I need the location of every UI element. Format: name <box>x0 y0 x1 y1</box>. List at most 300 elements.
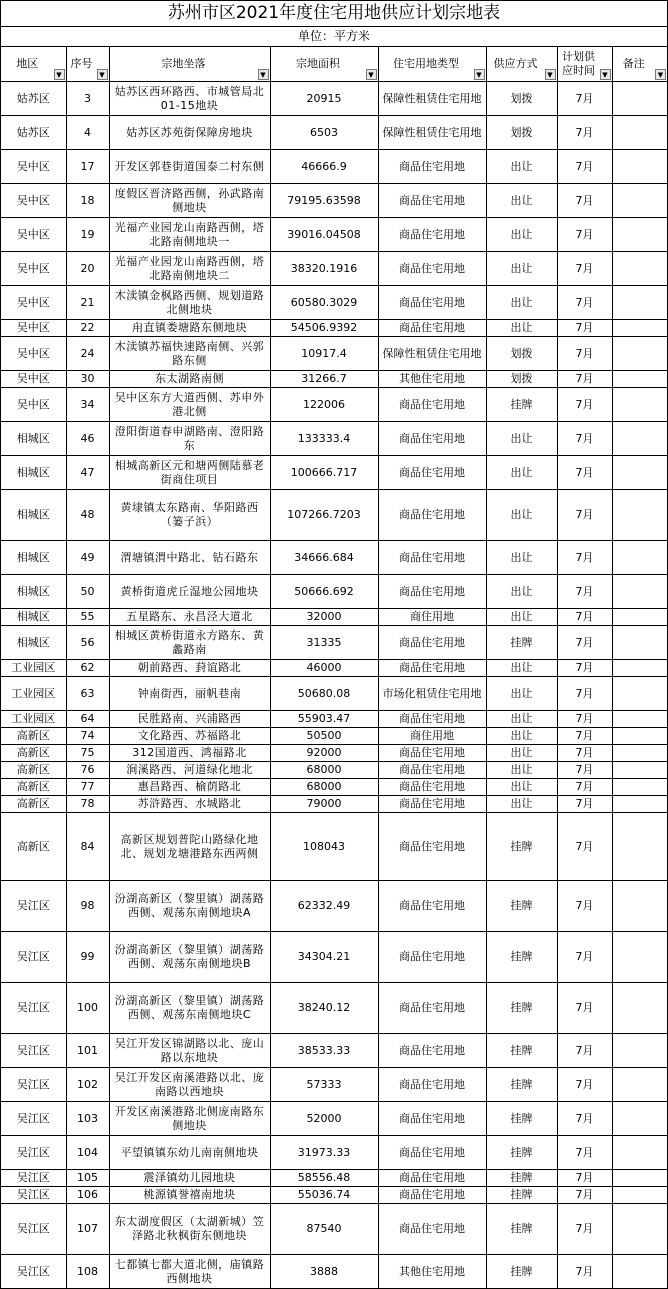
cell-no: 102 <box>66 1068 109 1102</box>
cell-location: 汾湖高新区（黎里镇）湖荡路西侧、观荡东南侧地块B <box>109 932 270 983</box>
cell-time: 7月 <box>557 422 612 456</box>
table-row <box>1 541 667 575</box>
cell-method: 挂牌 <box>486 813 557 881</box>
cell-time: 7月 <box>557 218 612 252</box>
cell-location: 吴江开发区锦湖路以北、庞山路以东地块 <box>109 1034 270 1068</box>
cell-method: 出让 <box>486 184 557 218</box>
cell-note <box>612 371 667 388</box>
table-row <box>1 983 667 1034</box>
cell-no: 20 <box>66 252 109 286</box>
cell-no: 47 <box>66 456 109 490</box>
cell-time: 7月 <box>557 1170 612 1187</box>
cell-area: 57333 <box>270 1068 378 1102</box>
cell-type: 商品住宅用地 <box>378 762 486 779</box>
cell-method: 出让 <box>486 609 557 626</box>
cell-area: 87540 <box>270 1204 378 1255</box>
cell-region: 吴中区 <box>1 337 66 371</box>
cell-area: 39016.04508 <box>270 218 378 252</box>
cell-type: 商品住宅用地 <box>378 218 486 252</box>
cell-no: 24 <box>66 337 109 371</box>
cell-note <box>612 337 667 371</box>
table-row <box>1 1102 667 1136</box>
sheet-title: 苏州市区2021年度住宅用地供应计划宗地表 <box>1 0 667 27</box>
cell-no: 108 <box>66 1255 109 1289</box>
cell-region: 高新区 <box>1 745 66 762</box>
cell-no: 78 <box>66 796 109 813</box>
cell-area: 55903.47 <box>270 711 378 728</box>
cell-time: 7月 <box>557 745 612 762</box>
cell-area: 107266.7203 <box>270 490 378 541</box>
cell-location: 渭塘镇渭中路北、钻石路东 <box>109 541 270 575</box>
cell-region: 高新区 <box>1 779 66 796</box>
cell-area: 34666.684 <box>270 541 378 575</box>
cell-time: 7月 <box>557 371 612 388</box>
table-row <box>1 881 667 932</box>
cell-no: 76 <box>66 762 109 779</box>
cell-note <box>612 1034 667 1068</box>
cell-type: 商品住宅用地 <box>378 1034 486 1068</box>
table-row <box>1 813 667 881</box>
cell-area: 32000 <box>270 609 378 626</box>
cell-region: 吴中区 <box>1 184 66 218</box>
table-row <box>1 286 667 320</box>
cell-type: 商品住宅用地 <box>378 881 486 932</box>
cell-region: 高新区 <box>1 728 66 745</box>
cell-no: 19 <box>66 218 109 252</box>
cell-area: 34304.21 <box>270 932 378 983</box>
cell-type: 商品住宅用地 <box>378 983 486 1034</box>
column-header-label: 计划供 应时间 <box>562 50 595 77</box>
cell-time: 7月 <box>557 575 612 609</box>
cell-no: 18 <box>66 184 109 218</box>
cell-type: 商住用地 <box>378 609 486 626</box>
cell-method: 出让 <box>486 796 557 813</box>
cell-location: 木渎镇苏福快速路南侧、兴郭路东侧 <box>109 337 270 371</box>
cell-type: 商品住宅用地 <box>378 320 486 337</box>
cell-time: 7月 <box>557 711 612 728</box>
cell-method: 出让 <box>486 218 557 252</box>
table-row <box>1 490 667 541</box>
cell-area: 10917.4 <box>270 337 378 371</box>
cell-type: 商品住宅用地 <box>378 932 486 983</box>
cell-location: 312国道西、鸿福路北 <box>109 745 270 762</box>
cell-time: 7月 <box>557 116 612 150</box>
table-row <box>1 337 667 371</box>
cell-region: 相城区 <box>1 575 66 609</box>
cell-region: 工业园区 <box>1 711 66 728</box>
cell-method: 挂牌 <box>486 1187 557 1204</box>
cell-area: 50500 <box>270 728 378 745</box>
cell-no: 75 <box>66 745 109 762</box>
cell-region: 相城区 <box>1 609 66 626</box>
cell-no: 106 <box>66 1187 109 1204</box>
column-header-label: 备注 <box>622 57 645 70</box>
cell-time: 7月 <box>557 983 612 1034</box>
cell-type: 商品住宅用地 <box>378 184 486 218</box>
column-header-location <box>109 47 270 82</box>
cell-type: 商品住宅用地 <box>378 711 486 728</box>
cell-region: 吴中区 <box>1 218 66 252</box>
cell-note <box>612 252 667 286</box>
cell-note <box>612 609 667 626</box>
cell-region: 吴江区 <box>1 1204 66 1255</box>
cell-method: 出让 <box>486 490 557 541</box>
dropdown-arrow-icon[interactable]: ▼ <box>366 69 377 80</box>
cell-method: 挂牌 <box>486 1170 557 1187</box>
cell-type: 商品住宅用地 <box>378 541 486 575</box>
table-row <box>1 796 667 813</box>
cell-note <box>612 1170 667 1187</box>
table-row <box>1 218 667 252</box>
cell-area: 46666.9 <box>270 150 378 184</box>
dropdown-arrow-icon[interactable]: ▼ <box>600 69 611 80</box>
cell-type: 保障性租赁住宅用地 <box>378 116 486 150</box>
cell-no: 34 <box>66 388 109 422</box>
cell-area: 79000 <box>270 796 378 813</box>
cell-region: 吴江区 <box>1 1068 66 1102</box>
column-header-method <box>486 47 557 82</box>
cell-method: 划拨 <box>486 82 557 116</box>
cell-area: 52000 <box>270 1102 378 1136</box>
cell-no: 17 <box>66 150 109 184</box>
cell-type: 商品住宅用地 <box>378 626 486 660</box>
cell-no: 99 <box>66 932 109 983</box>
cell-method: 挂牌 <box>486 1204 557 1255</box>
table-row <box>1 1068 667 1102</box>
cell-region: 相城区 <box>1 626 66 660</box>
table-row <box>1 422 667 456</box>
cell-note <box>612 983 667 1034</box>
cell-type: 商品住宅用地 <box>378 660 486 677</box>
dropdown-arrow-icon[interactable]: ▼ <box>54 69 65 80</box>
cell-type: 其他住宅用地 <box>378 371 486 388</box>
cell-no: 100 <box>66 983 109 1034</box>
cell-region: 吴江区 <box>1 932 66 983</box>
cell-location: 高新区规划普陀山路绿化地北、规划龙塘港路东西两侧 <box>109 813 270 881</box>
cell-area: 38240.12 <box>270 983 378 1034</box>
column-header-label: 宗地面积 <box>296 57 340 70</box>
cell-region: 吴江区 <box>1 1170 66 1187</box>
column-header-label: 地区 <box>16 57 39 70</box>
cell-note <box>612 82 667 116</box>
cell-type: 保障性租赁住宅用地 <box>378 82 486 116</box>
cell-no: 55 <box>66 609 109 626</box>
cell-no: 104 <box>66 1136 109 1170</box>
header-row <box>1 47 667 82</box>
cell-location: 澄阳街道春申湖路南、澄阳路东 <box>109 422 270 456</box>
cell-location: 姑苏区西环路西、市城管局北01-15地块 <box>109 82 270 116</box>
cell-region: 吴江区 <box>1 1255 66 1289</box>
cell-region: 吴江区 <box>1 983 66 1034</box>
cell-time: 7月 <box>557 677 612 711</box>
cell-method: 出让 <box>486 150 557 184</box>
table-row <box>1 320 667 337</box>
cell-no: 101 <box>66 1034 109 1068</box>
cell-no: 22 <box>66 320 109 337</box>
cell-time: 7月 <box>557 762 612 779</box>
cell-type: 商品住宅用地 <box>378 286 486 320</box>
cell-location: 东太湖度假区（太湖新城）笠泽路北秋枫街东侧地块 <box>109 1204 270 1255</box>
cell-note <box>612 320 667 337</box>
cell-note <box>612 932 667 983</box>
cell-method: 划拨 <box>486 116 557 150</box>
dropdown-arrow-icon[interactable]: ▼ <box>545 69 556 80</box>
cell-note <box>612 541 667 575</box>
cell-type: 商住用地 <box>378 728 486 745</box>
dropdown-arrow-icon[interactable]: ▼ <box>474 69 485 80</box>
cell-method: 挂牌 <box>486 881 557 932</box>
land-supply-table <box>1 47 667 1289</box>
cell-location: 光福产业园龙山南路西侧，塔北路南侧地块一 <box>109 218 270 252</box>
column-header-label: 住宅用地类型 <box>393 57 459 70</box>
cell-method: 出让 <box>486 456 557 490</box>
cell-method: 出让 <box>486 320 557 337</box>
cell-time: 7月 <box>557 252 612 286</box>
cell-no: 74 <box>66 728 109 745</box>
cell-type: 商品住宅用地 <box>378 150 486 184</box>
cell-region: 高新区 <box>1 762 66 779</box>
cell-area: 58556.48 <box>270 1170 378 1187</box>
cell-location: 开发区南溪港路北侧庞南路东侧地块 <box>109 1102 270 1136</box>
cell-time: 7月 <box>557 320 612 337</box>
cell-type: 商品住宅用地 <box>378 1170 486 1187</box>
cell-area: 79195.63598 <box>270 184 378 218</box>
cell-location: 黄埭镇太东路南、华阳路西 （篓子浜） <box>109 490 270 541</box>
table-row <box>1 150 667 184</box>
table-row <box>1 660 667 677</box>
cell-location: 五星路东、永昌泾大道北 <box>109 609 270 626</box>
cell-type: 商品住宅用地 <box>378 745 486 762</box>
cell-area: 20915 <box>270 82 378 116</box>
column-header-label: 宗地坐落 <box>161 57 206 70</box>
cell-location: 木渎镇金枫路西侧、规划道路北侧地块 <box>109 286 270 320</box>
cell-method: 出让 <box>486 762 557 779</box>
cell-note <box>612 796 667 813</box>
cell-note <box>612 286 667 320</box>
column-header-region <box>1 47 66 82</box>
cell-no: 21 <box>66 286 109 320</box>
cell-no: 64 <box>66 711 109 728</box>
cell-method: 挂牌 <box>486 983 557 1034</box>
cell-no: 3 <box>66 82 109 116</box>
cell-location: 民胜路南、兴浦路西 <box>109 711 270 728</box>
cell-type: 商品住宅用地 <box>378 1204 486 1255</box>
cell-note <box>612 1204 667 1255</box>
table-row <box>1 1136 667 1170</box>
cell-region: 吴江区 <box>1 1187 66 1204</box>
cell-area: 68000 <box>270 779 378 796</box>
cell-note <box>612 575 667 609</box>
cell-type: 市场化租赁住宅用地 <box>378 677 486 711</box>
cell-area: 31335 <box>270 626 378 660</box>
table-row <box>1 728 667 745</box>
dropdown-arrow-icon[interactable]: ▼ <box>655 69 666 80</box>
dropdown-arrow-icon[interactable]: ▼ <box>97 69 108 80</box>
cell-area: 100666.717 <box>270 456 378 490</box>
cell-location: 黄桥街道虎丘湿地公园地块 <box>109 575 270 609</box>
cell-time: 7月 <box>557 626 612 660</box>
cell-area: 92000 <box>270 745 378 762</box>
cell-time: 7月 <box>557 1034 612 1068</box>
cell-note <box>612 422 667 456</box>
cell-method: 出让 <box>486 677 557 711</box>
table-row <box>1 252 667 286</box>
cell-area: 108043 <box>270 813 378 881</box>
cell-method: 挂牌 <box>486 1068 557 1102</box>
cell-method: 挂牌 <box>486 626 557 660</box>
cell-time: 7月 <box>557 1187 612 1204</box>
cell-note <box>612 677 667 711</box>
cell-type: 商品住宅用地 <box>378 1102 486 1136</box>
cell-location: 惠昌路西、榆荫路北 <box>109 779 270 796</box>
cell-time: 7月 <box>557 728 612 745</box>
cell-no: 56 <box>66 626 109 660</box>
cell-time: 7月 <box>557 337 612 371</box>
cell-no: 98 <box>66 881 109 932</box>
cell-location: 苏浒路西、水城路北 <box>109 796 270 813</box>
table-row <box>1 575 667 609</box>
cell-region: 吴中区 <box>1 371 66 388</box>
cell-method: 出让 <box>486 575 557 609</box>
cell-area: 46000 <box>270 660 378 677</box>
cell-time: 7月 <box>557 541 612 575</box>
table-row <box>1 626 667 660</box>
cell-time: 7月 <box>557 796 612 813</box>
cell-location: 涧溪路西、河道绿化地北 <box>109 762 270 779</box>
cell-time: 7月 <box>557 660 612 677</box>
cell-method: 挂牌 <box>486 388 557 422</box>
cell-note <box>612 745 667 762</box>
cell-location: 吴江开发区南溪港路以北、庞南路以西地块 <box>109 1068 270 1102</box>
cell-no: 4 <box>66 116 109 150</box>
cell-region: 吴中区 <box>1 286 66 320</box>
cell-method: 挂牌 <box>486 1255 557 1289</box>
cell-note <box>612 1255 667 1289</box>
column-header-no <box>66 47 109 82</box>
cell-no: 50 <box>66 575 109 609</box>
cell-no: 107 <box>66 1204 109 1255</box>
cell-type: 商品住宅用地 <box>378 1136 486 1170</box>
cell-note <box>612 660 667 677</box>
cell-note <box>612 1187 667 1204</box>
cell-note <box>612 116 667 150</box>
cell-area: 38533.33 <box>270 1034 378 1068</box>
cell-area: 60580.3029 <box>270 286 378 320</box>
cell-location: 七都镇七都大道北侧，庙镇路西侧地块 <box>109 1255 270 1289</box>
cell-region: 相城区 <box>1 541 66 575</box>
table-row <box>1 677 667 711</box>
table-row <box>1 1255 667 1289</box>
cell-location: 度假区晋济路西侧，孙武路南侧地块 <box>109 184 270 218</box>
cell-no: 84 <box>66 813 109 881</box>
cell-type: 保障性租赁住宅用地 <box>378 337 486 371</box>
cell-type: 商品住宅用地 <box>378 422 486 456</box>
cell-note <box>612 762 667 779</box>
cell-time: 7月 <box>557 150 612 184</box>
cell-no: 30 <box>66 371 109 388</box>
table-row <box>1 932 667 983</box>
cell-region: 相城区 <box>1 422 66 456</box>
cell-note <box>612 388 667 422</box>
cell-time: 7月 <box>557 1204 612 1255</box>
cell-location: 相城高新区元和塘两侧陆慕老街商住项目 <box>109 456 270 490</box>
cell-method: 出让 <box>486 541 557 575</box>
table-row <box>1 456 667 490</box>
cell-method: 出让 <box>486 711 557 728</box>
dropdown-arrow-icon[interactable]: ▼ <box>258 69 269 80</box>
column-header-note <box>612 47 667 82</box>
cell-region: 吴中区 <box>1 150 66 184</box>
cell-time: 7月 <box>557 1255 612 1289</box>
cell-type: 商品住宅用地 <box>378 252 486 286</box>
cell-location: 文化路西、苏福路北 <box>109 728 270 745</box>
cell-type: 商品住宅用地 <box>378 1068 486 1102</box>
cell-time: 7月 <box>557 1068 612 1102</box>
column-header-area <box>270 47 378 82</box>
cell-method: 划拨 <box>486 371 557 388</box>
cell-region: 吴江区 <box>1 1136 66 1170</box>
cell-region: 工业园区 <box>1 660 66 677</box>
cell-location: 姑苏区苏苑街保障房地块 <box>109 116 270 150</box>
cell-area: 3888 <box>270 1255 378 1289</box>
cell-location: 桃源镇誉禧南地块 <box>109 1187 270 1204</box>
cell-time: 7月 <box>557 456 612 490</box>
cell-region: 高新区 <box>1 813 66 881</box>
cell-no: 103 <box>66 1102 109 1136</box>
cell-note <box>612 779 667 796</box>
table-row <box>1 371 667 388</box>
cell-time: 7月 <box>557 609 612 626</box>
cell-time: 7月 <box>557 1102 612 1136</box>
table-row <box>1 1187 667 1204</box>
cell-method: 挂牌 <box>486 1102 557 1136</box>
table-row <box>1 745 667 762</box>
cell-note <box>612 1068 667 1102</box>
cell-region: 吴中区 <box>1 320 66 337</box>
column-header-time <box>557 47 612 82</box>
table-row <box>1 82 667 116</box>
cell-area: 55036.74 <box>270 1187 378 1204</box>
cell-type: 商品住宅用地 <box>378 779 486 796</box>
cell-no: 77 <box>66 779 109 796</box>
table-row <box>1 609 667 626</box>
column-header-type <box>378 47 486 82</box>
cell-region: 吴江区 <box>1 1102 66 1136</box>
cell-method: 出让 <box>486 660 557 677</box>
cell-no: 49 <box>66 541 109 575</box>
cell-area: 6503 <box>270 116 378 150</box>
cell-location: 相城区黄桥街道永方路东、黄蠡路南 <box>109 626 270 660</box>
cell-method: 挂牌 <box>486 932 557 983</box>
cell-note <box>612 728 667 745</box>
cell-time: 7月 <box>557 490 612 541</box>
cell-time: 7月 <box>557 184 612 218</box>
cell-type: 其他住宅用地 <box>378 1255 486 1289</box>
cell-note <box>612 711 667 728</box>
table-row <box>1 762 667 779</box>
cell-note <box>612 881 667 932</box>
cell-location: 光福产业园龙山南路西侧，塔北路南侧地块二 <box>109 252 270 286</box>
cell-time: 7月 <box>557 932 612 983</box>
table-row <box>1 1204 667 1255</box>
cell-note <box>612 813 667 881</box>
cell-type: 商品住宅用地 <box>378 388 486 422</box>
cell-time: 7月 <box>557 881 612 932</box>
cell-method: 挂牌 <box>486 1034 557 1068</box>
cell-location: 汾湖高新区（黎里镇）湖荡路西侧、观荡东南侧地块A <box>109 881 270 932</box>
table-body <box>1 82 667 1289</box>
cell-no: 46 <box>66 422 109 456</box>
